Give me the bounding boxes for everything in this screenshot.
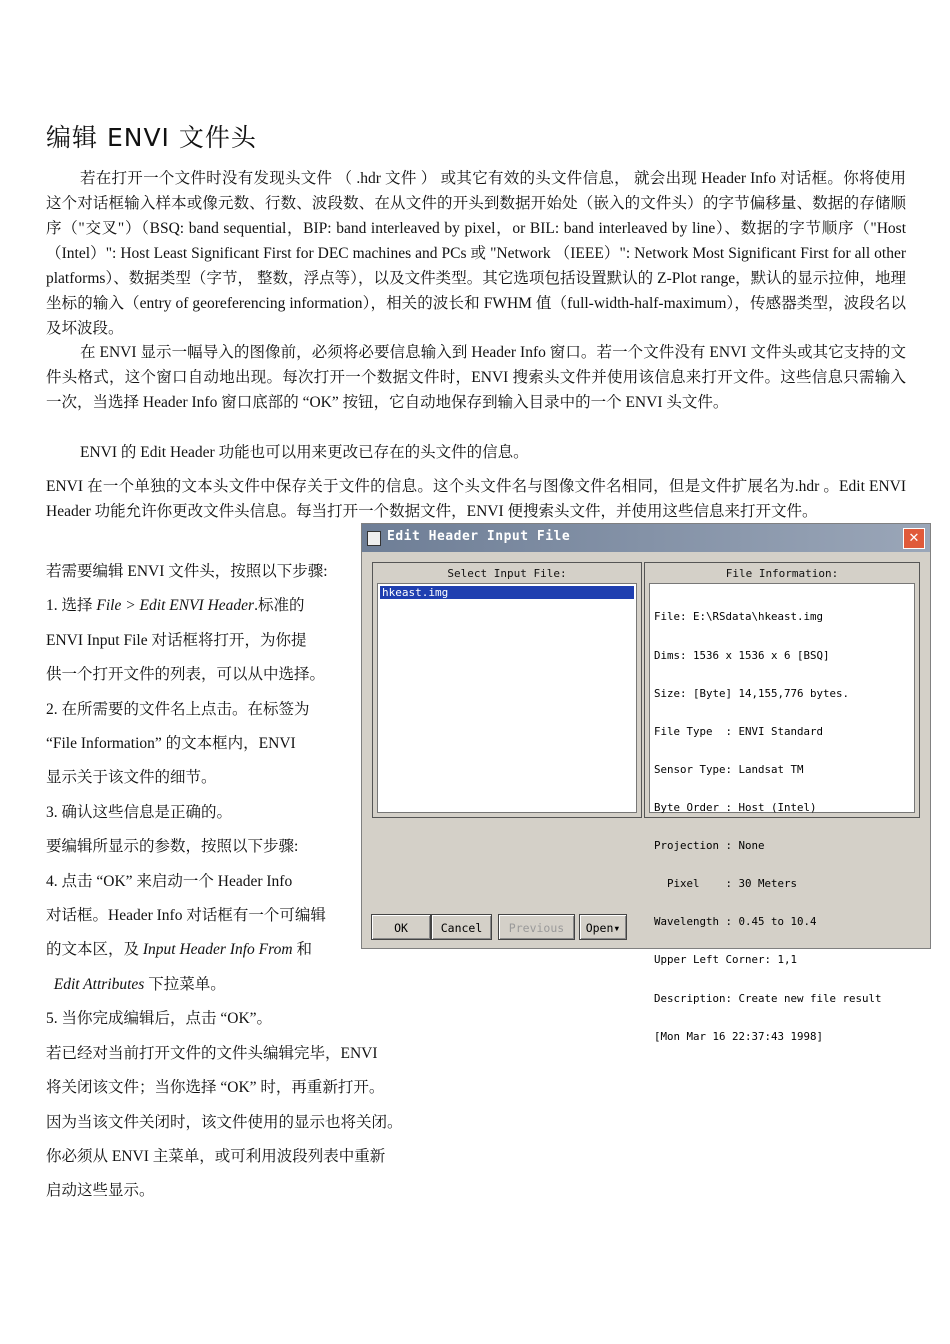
select-input-file-label: Select Input File: bbox=[447, 567, 567, 580]
page-title: 编辑 ENVI 文件头 bbox=[46, 123, 257, 152]
info-line: Wavelength : 0.45 to 10.4 bbox=[654, 915, 817, 929]
dialog-titlebar[interactable] bbox=[362, 524, 930, 552]
step-1-suffix: .标准的 bbox=[254, 597, 305, 615]
info-line: [Mon Mar 16 22:37:43 1998] bbox=[654, 1029, 824, 1043]
step-5: 5. 当你完成编辑后，点击 “OK”。 bbox=[46, 1010, 273, 1028]
step-4-line-3-suffix: 和 bbox=[292, 941, 312, 959]
file-information-lines bbox=[654, 586, 882, 1069]
info-line: File Type : ENVI Standard bbox=[654, 724, 824, 738]
info-line: Byte Order : Host (Intel) bbox=[654, 800, 817, 814]
paragraph-header-info-intro: 若在打开一个文件时没有发现头文件 （ .hdr 文件 ） 或其它有效的头文件信息， 就会出现 Header Info 对话框。你将使用这个对话框输入样本或像元数、行数、波段数、在从文件的开头到数据开始处（嵌入的文件头）的字节偏移量、数据的存储顺序（"交叉"）（BSQ: band sequential，BIP: band interleaved by pixel，or BIL: band interleaved by line）、数据的字节顺序（"Host （Intel）": Host Least Significant First for DEC machines and PCs 或 "Network （IEEE）": Network Most Significant First for all other platforms）、数据类型（字节， 整数，浮点等），以及文件类型。其它选项包括设置默认的 Z-Plot range，默认的显示拉伸，地理坐标的输入（entry of georeferencing information），相关的波长和 FWHM 值（full-width-half-maximum），传感器类型，波段名以及坏波段。 bbox=[46, 170, 906, 337]
step-4-menu-edit-attributes: Edit Attributes bbox=[53, 975, 145, 993]
step-1-menu-path: File > Edit ENVI Header bbox=[96, 597, 255, 615]
info-line: Pixel : 30 Meters bbox=[654, 877, 798, 891]
step-4: 4. 点击 “OK” 来启动一个 Header Info bbox=[46, 872, 293, 890]
cancel-button[interactable]: Cancel bbox=[431, 914, 492, 940]
info-line: Dims: 1536 x 1536 x 6 [BSQ] bbox=[654, 648, 830, 662]
info-line: Upper Left Corner: 1,1 bbox=[654, 953, 798, 967]
step-2-line-3: 显示关于该文件的细节。 bbox=[46, 769, 217, 787]
step-1-line-3: 供一个打开文件的列表，可以从中选择。 bbox=[46, 666, 326, 684]
step-1-line-2: ENVI Input File 对话框将打开，为你提 bbox=[46, 631, 307, 649]
file-information-label: File Information: bbox=[725, 567, 839, 580]
info-line: Projection : None bbox=[654, 839, 765, 853]
select-input-file-pane bbox=[372, 562, 642, 818]
edit-steps-intro: 要编辑所显示的参数，按照以下步骤: bbox=[46, 838, 299, 856]
window-icon bbox=[367, 531, 381, 546]
edit-header-dialog bbox=[361, 523, 931, 1043]
step-1-prefix: 1. 选择 bbox=[46, 597, 97, 615]
info-line: Sensor Type: Landsat TM bbox=[654, 762, 804, 776]
file-information-text bbox=[649, 583, 915, 1043]
paragraph-edit-header-function: ENVI 的 Edit Header 功能也可以用来更改已存在的头文件的信息。 bbox=[80, 444, 529, 461]
closing-line-4: 你必须从 ENVI 主菜单，或可利用波段列表中重新 bbox=[46, 1147, 386, 1165]
file-list[interactable] bbox=[377, 583, 637, 813]
step-4-line-4 bbox=[46, 968, 424, 1002]
step-4-line-4-suffix: 下拉菜单。 bbox=[144, 975, 226, 993]
previous-button[interactable]: Previous bbox=[498, 914, 575, 940]
step-4-menu-input-header: Input Header Info From bbox=[142, 941, 293, 959]
closing-line-3: 因为当该文件关闭时，该文件使用的显示也将关闭。 bbox=[46, 1113, 403, 1131]
closing-line-2: 将关闭该文件；当你选择 “OK” 时，再重新打开。 bbox=[46, 1079, 385, 1097]
file-information-pane bbox=[644, 562, 920, 1043]
ok-button[interactable]: OK bbox=[371, 914, 431, 940]
info-line: Description: Create new file result bbox=[654, 991, 882, 1005]
step-2: 2. 在所需要的文件名上点击。在标签为 bbox=[46, 700, 310, 718]
close-button[interactable]: ✕ bbox=[903, 528, 925, 549]
open-menu-button[interactable]: Open▾ bbox=[579, 914, 627, 940]
steps-intro: 若需要编辑 ENVI 文件头，按照以下步骤: bbox=[46, 563, 328, 580]
file-list-item-selected[interactable]: hkeast.img bbox=[380, 586, 634, 599]
step-4-line-3-prefix: 的文本区，及 bbox=[46, 941, 143, 959]
paragraph-header-file-storage: ENVI 在一个单独的文本头文件中保存关于文件的信息。这个头文件名与图像文件名相同，但是文件扩展名为.hdr 。Edit ENVI Header 功能允许你更改文件头信息。每当打开一个数据文件，ENVI 便搜索头文件，并使用这些信息来打开文件。 bbox=[46, 478, 906, 520]
closing-line-5: 启动这些显示。 bbox=[46, 1182, 155, 1200]
info-line: File: E:\RSdata\hkeast.img bbox=[654, 610, 824, 624]
closing-line-1: 若已经对当前打开文件的文件头编辑完毕，ENVI bbox=[46, 1044, 378, 1062]
paragraph-header-info-window: 在 ENVI 显示一幅导入的图像前，必须将必要信息输入到 Header Info 窗口。若一个文件没有 ENVI 文件头或其它支持的文件头格式，这个窗口自动地出现。每次打开一个数据文件时，ENVI 搜索头文件并使用该信息来打开文件。这些信息只需输入一次，当选择 Header Info 窗口底部的 “OK” 按钮，它自动地保存到输入目录中的一个 ENVI 头文件。 bbox=[46, 344, 906, 411]
dialog-title: Edit Header Input File bbox=[387, 529, 571, 544]
info-line: Size: [Byte] 14,155,776 bytes. bbox=[654, 686, 850, 700]
step-4-line-2: 对话框。Header Info 对话框有一个可编辑 bbox=[46, 907, 326, 925]
step-2-line-2: “File Information” 的文本框内，ENVI bbox=[46, 735, 296, 753]
step-3: 3. 确认这些信息是正确的。 bbox=[46, 803, 233, 821]
